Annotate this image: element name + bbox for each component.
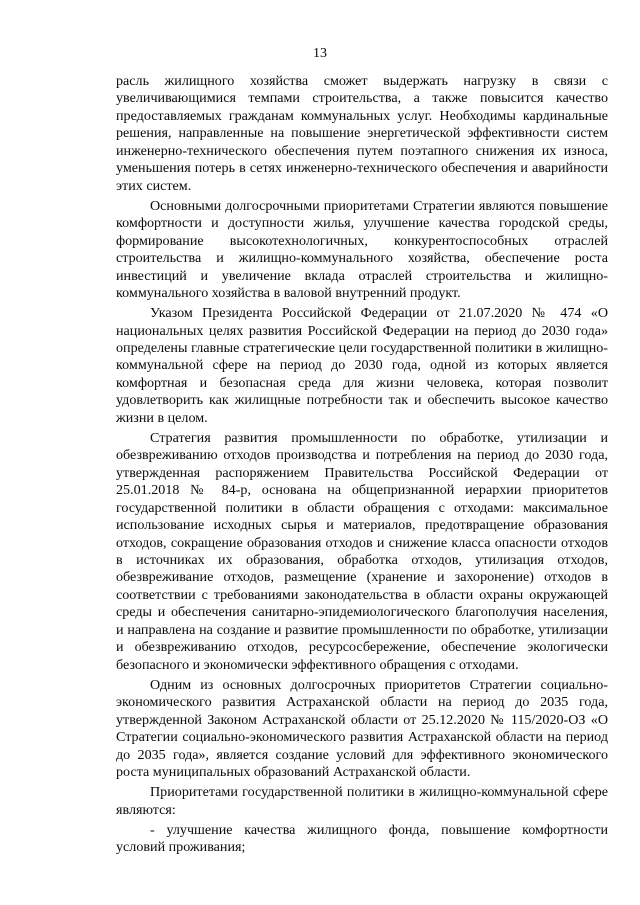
- page-number: 13: [313, 46, 327, 61]
- body-text: [116, 73, 608, 859]
- paragraph: Основными долгосрочными приоритетами Стратегии являются повышение комфортности и доступности жилья, улучшение качества городской среды, формирование высокотехнологичных, конкурентоспособных отраслей строительства и жилищно-коммунального хозяйства, обеспечение роста инвестиций и увеличение вклада отраслей строительства и жилищно-коммунального хозяйства в валовой внутренний продукт.: [116, 197, 608, 302]
- paragraph: Приоритетами государственной политики в жилищно-коммунальной сфере являются:: [116, 784, 608, 818]
- paragraph: Указом Президента Российской Федерации от 21.07.2020 № 474 «О национальных целях развития Российской Федерации на период до 2030 года» определены главные стратегические цели государственной политики в жилищно-коммунальной сфере на период до 2030 года, одной из которых является комфортная и безопасная среда для жизни человека, которая позволит удовлетворить как жилищные потребности так и обеспечить высокое качество жизни в целом.: [116, 305, 608, 426]
- list-item: - улучшение качества жилищного фонда, повышение комфортности условий проживания;: [116, 821, 608, 856]
- paragraph: Одним из основных долгосрочных приоритетов Стратегии социально-экономического развития Астраханской области на период до 2035 года, утвержденной Законом Астраханской области от 25.12.2020 № 115/2020-ОЗ «О Стратегии социально-экономического развития Астраханской области на период до 2035 года», является создание условий для эффективного экономического роста муниципальных образований Астраханской области.: [116, 676, 608, 781]
- paragraph: расль жилищного хозяйства сможет выдержать нагрузку в связи с увеличивающимися темпами строительства, а также повысится качество предоставляемых гражданам коммунальных услуг. Необходимы кардинальные решения, направленные на повышение энергетической эффективности систем инженерно-технического обеспечения путем поэтапного снижения их износа, уменьшения потерь в сетях инженерно-технического обеспечения и аварийности этих систем.: [116, 73, 608, 194]
- paragraph: Стратегия развития промышленности по обработке, утилизации и обезвреживанию отходов производства и потребления на период до 2030 года, утвержденная распоряжением Правительства Российской Федерации от 25.01.2018 № 84-р, основана на общепризнанной иерархии приоритетов государственной политики в области обращения с отходами: максимальное использование исходных сырья и материалов, предотвращение образования отходов, сокращение образования отходов и снижение класса опасности отходов в источниках их образования, обработка отходов, утилизация отходов, обезвреживание отходов, размещение (хранение и захоронение) отходов в соответствии с требованиями законодательства в области охраны окружающей среды и обеспечения санитарно-эпидемиологического благополучия населения, и направлена на создание и развитие промышленности по обработке, утилизации и обезвреживанию отходов, ресурсосбережение, обеспечение экологически безопасного и экономически эффективного обращения с отходами.: [116, 429, 608, 673]
